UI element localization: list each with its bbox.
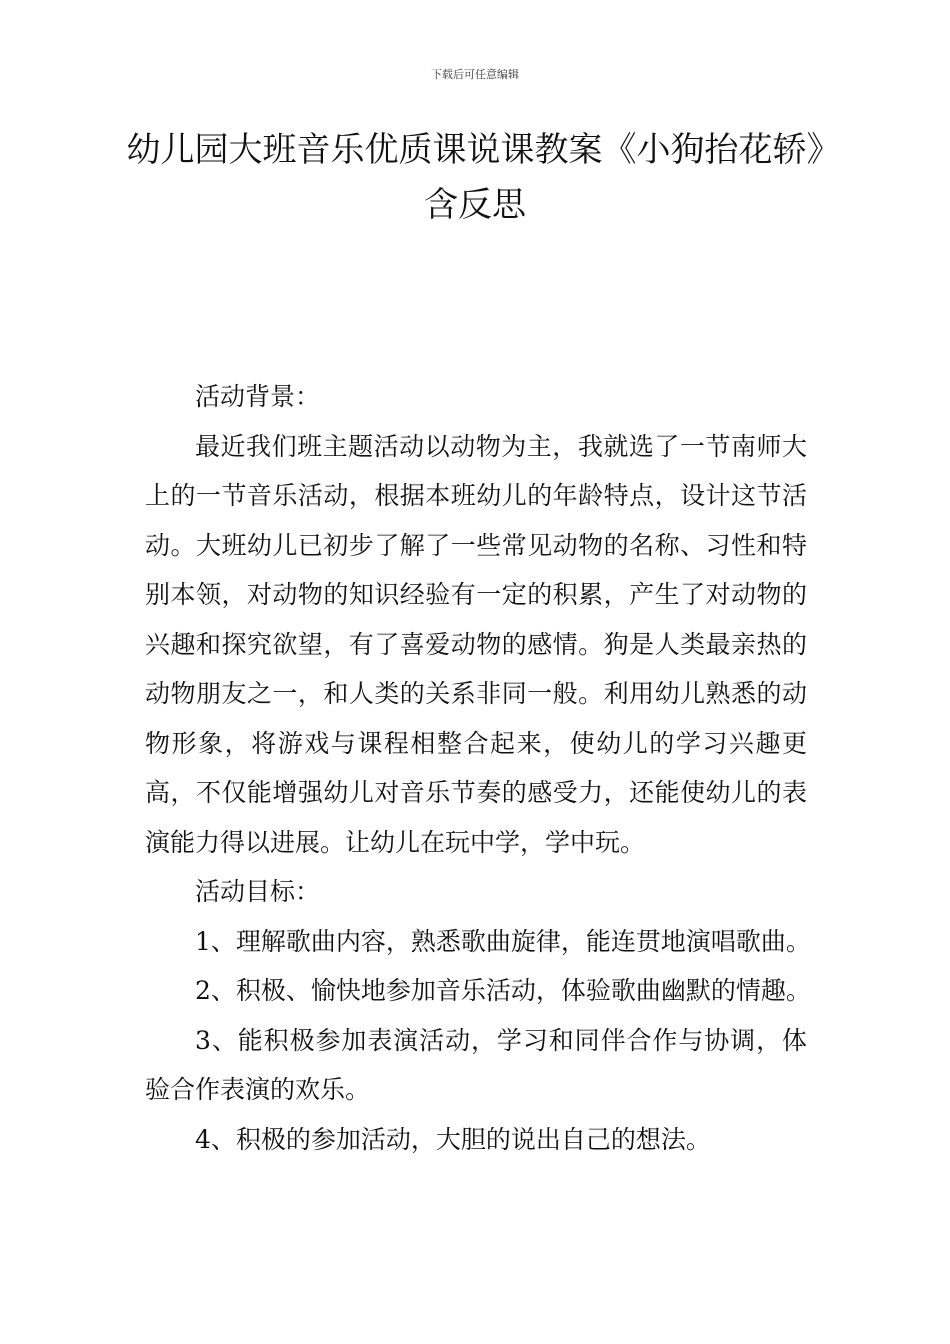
document-title: 幼儿园大班音乐优质课说课教案《小狗抬花轿》含反思 [126,130,824,225]
objective-item-1: 1、理解歌曲内容，熟悉歌曲旋律，能连贯地演唱歌曲。 [195,926,811,956]
header-note: 下载后可任意编辑 [431,68,519,81]
document-body [145,372,811,1164]
background-paragraph: 最近我们班主题活动以动物为主，我就选了一节南师大上的一节音乐活动，根据本班幼儿的年龄特点，设计这节活动。大班幼儿已初步了解了一些常见动物的名称、习性和特别本领，对动物的知识经验有一定的积累，产生了对动物的兴趣和探究欲望，有了喜爱动物的感情。狗是人类最亲热的动物朋友之一，和人类的关系非同一般。利用幼儿熟悉的动物形象，将游戏与课程相整合起来，使幼儿的学习兴趣更高，不仅能增强幼儿对音乐节奏的感受力，还能使幼儿的表演能力得以进展。让幼儿在玩中学，学中玩。 [145,431,807,857]
section-heading-background: 活动背景： [195,382,321,411]
objective-item-4: 4、积极的参加活动，大胆的说出自己的想法。 [195,1124,711,1154]
section-heading-objectives: 活动目标： [195,877,321,906]
objective-item-2: 2、积极、愉快地参加音乐活动，体验歌曲幽默的情趣。 [195,976,811,1005]
objective-item-3: 3、能积极参加表演活动，学习和同伴合作与协调，体验合作表演的欢乐。 [145,1025,807,1104]
